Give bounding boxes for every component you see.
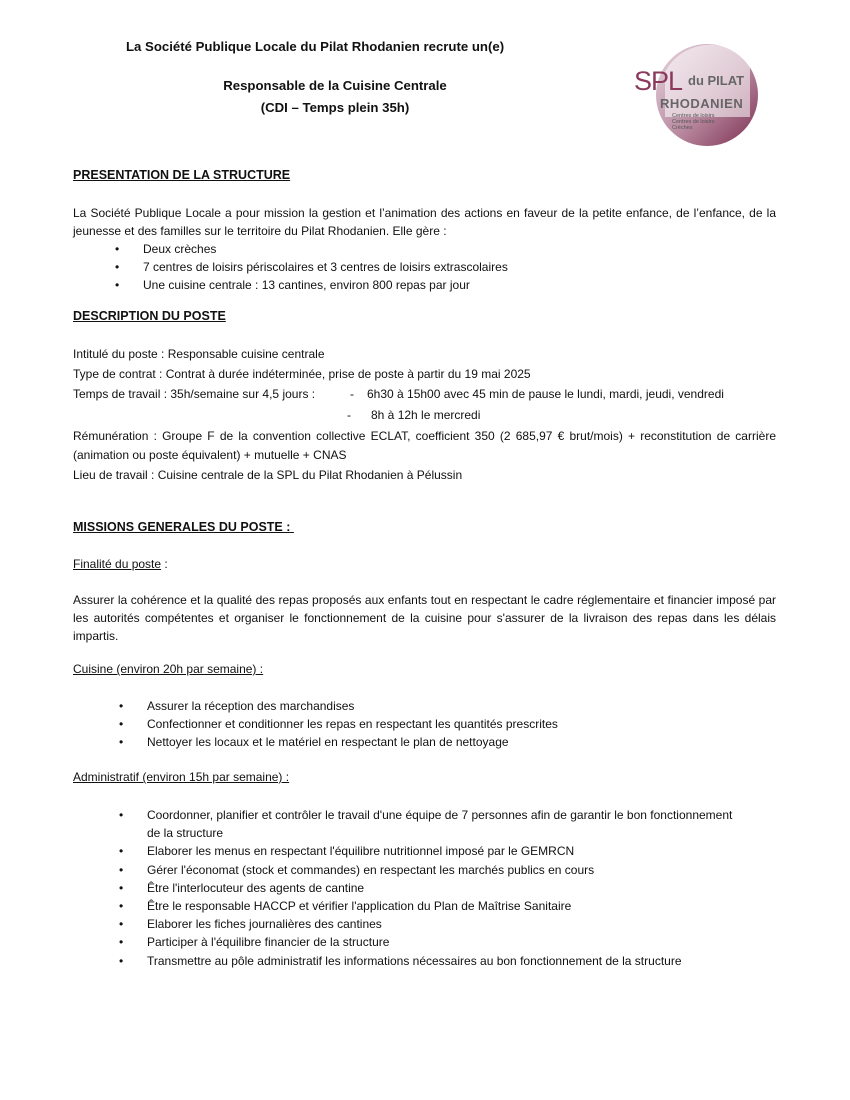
work-location-line: Lieu de travail : Cuisine centrale de la SPL du Pilat Rhodanien à Pélussin	[73, 468, 463, 482]
finalite-label: Finalité du poste	[73, 557, 162, 571]
list-item: • Coordonner, planifier et contrôler le travail d'une équipe de 7 personnes afin de garantir le bon fonctionnement de la structure	[119, 808, 733, 841]
work-time-label: Temps de travail : 35h/semaine sur 4,5 jours :	[73, 387, 316, 401]
header-job-title: Responsable de la Cuisine Centrale	[223, 78, 447, 93]
logo-rhodanien: RHODANIEN	[660, 96, 744, 111]
list-item: • Deux crèches	[115, 242, 217, 256]
work-time-dash-2: -	[347, 408, 351, 422]
cuisine-list	[119, 697, 787, 752]
presentation-intro: La Société Publique Locale a pour mission la gestion et l’animation des actions en faveur de la petite enfance, de l’enfance, de la jeunesse et des familles sur le territoire du Pilat Rhodanien. Elle gère :	[73, 206, 776, 238]
finalite-heading: Finalité du poste :	[73, 557, 168, 571]
cuisine-heading: Cuisine (environ 20h par semaine) :	[73, 662, 264, 676]
contract-type-line: Type de contrat : Contrat à durée indéterminée, prise de poste à partir du 19 mai 2025	[73, 367, 531, 381]
list-item: • Une cuisine centrale : 13 cantines, environ 800 repas par jour	[115, 278, 470, 293]
list-item: • Nettoyer les locaux et le matériel en respectant le plan de nettoyage	[119, 735, 509, 750]
logo-tagline: Centres de loisirs Centres de loisirs Crèches	[672, 113, 715, 131]
list-item: • Être le responsable HACCP et vérifier l'application du Plan de Maîtrise Sanitaire	[119, 899, 572, 914]
header-contract: (CDI – Temps plein 35h)	[260, 100, 410, 115]
logo-spl: SPL	[634, 66, 683, 96]
remuneration-line: Rémunération : Groupe F de la convention collective ECLAT, coefficient 350 (2 685,97 € brut/mois) + reconstitution de carrière (animation ou poste équivalent) + mutuelle + CNAS	[73, 429, 776, 462]
list-item: • Transmettre au pôle administratif les informations nécessaires au bon fonctionnement de la structure	[119, 953, 682, 968]
work-time-schedule-2: 8h à 12h le mercredi	[371, 408, 481, 422]
list-item: • Confectionner et conditionner les repas en respectant les quantités prescrites	[119, 717, 558, 732]
section-title-presentation: PRESENTATION DE LA STRUCTURE	[73, 168, 291, 182]
presentation-list	[115, 240, 783, 295]
work-time-dash-1: -	[350, 387, 354, 401]
admin-heading: Administratif (environ 15h par semaine) :	[73, 770, 290, 784]
list-item: • Elaborer les fiches journalières des cantines	[119, 917, 382, 932]
finalite-text: Assurer la cohérence et la qualité des repas proposés aux enfants tout en respectant le cadre réglementaire et financier imposé par les autorités compétentes et organiser le fonctionnement de la cuisine pour s'assurer de la livraison des repas dans les délais impartis.	[73, 593, 776, 643]
header-line-1: La Société Publique Locale du Pilat Rhodanien recrute un(e)	[126, 39, 505, 54]
list-item: • Participer à l'équilibre financier de la structure	[119, 935, 390, 950]
company-logo	[630, 42, 760, 152]
list-item: • Être l'interlocuteur des agents de cantine	[119, 880, 365, 895]
list-item: • 7 centres de loisirs périscolaires et 3 centres de loisirs extrascolaires	[115, 260, 508, 275]
section-title-description: DESCRIPTION DU POSTE	[73, 309, 226, 323]
list-item: • Elaborer les menus en respectant l'équilibre nutritionnel imposé par le GEMRCN	[119, 844, 575, 859]
work-time-schedule-1: 6h30 à 15h00 avec 45 min de pause le lundi, mardi, jeudi, vendredi	[367, 387, 724, 401]
logo-du-pilat: du PILAT	[688, 73, 745, 88]
list-item: • Assurer la réception des marchandises	[119, 699, 355, 713]
admin-list	[119, 806, 747, 970]
list-item: • Gérer l'économat (stock et commandes) en respectant les marchés publics en cours	[119, 862, 595, 877]
section-title-missions: MISSIONS GENERALES DU POSTE :	[73, 520, 291, 534]
job-title-line: Intitulé du poste : Responsable cuisine centrale	[73, 347, 325, 361]
